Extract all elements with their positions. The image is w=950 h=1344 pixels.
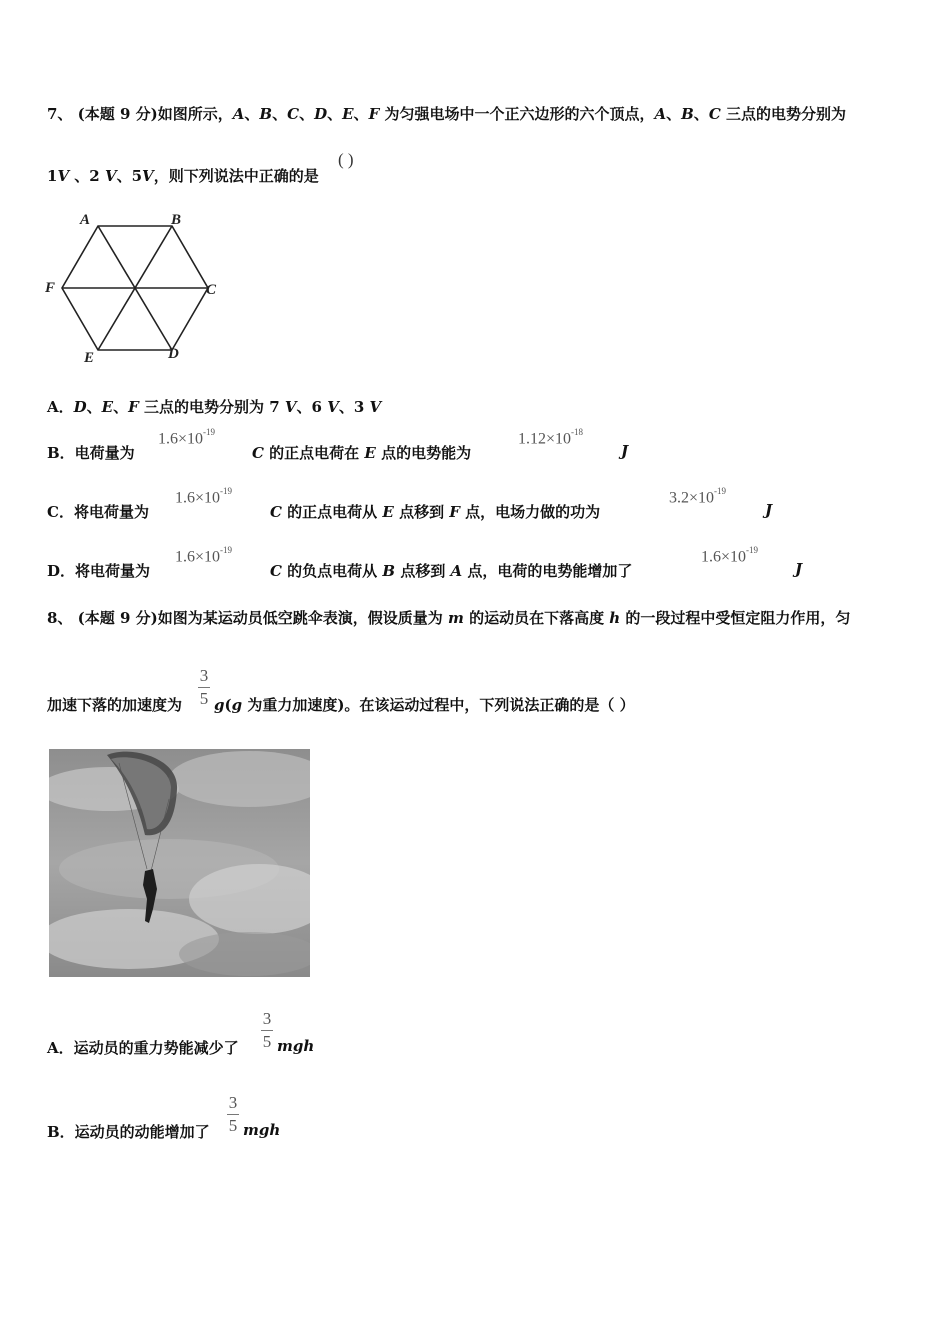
q8-option-b-text: B．运动员的动能增加了	[47, 1123, 210, 1141]
hex-label-C: C	[206, 282, 217, 298]
q7-option-b-text2: C 的正点电荷在 E 点的电势能为	[252, 444, 472, 462]
answer-paren: ( )	[338, 150, 354, 169]
q7-option-c-text2: C 的正点电荷从 E 点移到 F 点，电场力做的功为	[270, 503, 601, 521]
hex-label-D: D	[168, 346, 179, 362]
q7-option-c-text1: C．将电荷量为	[47, 503, 149, 521]
hex-label-A: A	[80, 212, 91, 228]
q8-stem-line1: 8、 (本题 9 分)如图为某运动员低空跳伞表演，假设质量为 m 的运动员在下落高度 h 的一段过程中受恒定阻力作用，匀	[47, 609, 851, 627]
q8-option-b-mgh: mgh	[243, 1121, 281, 1139]
paraglider-photo	[49, 749, 310, 977]
q7-stem-line2: 1V 、2 V、5V，则下列说法中正确的是	[47, 167, 319, 185]
q7-option-c-unit: J	[765, 501, 773, 519]
q7-stem-line1: 7、 (本题 9 分)如图所示，A、B、C、D、E、F 为匀强电场中一个正六边形的六个顶点，A、B、C 三点的电势分别为	[47, 105, 846, 123]
q7-option-d-energy: $1.6\times 10^{-19}$	[701, 545, 759, 566]
q7-option-c-charge: $1.6\times 10^{-19}$	[175, 486, 233, 507]
q7-option-d-charge: $1.6\times 10^{-19}$	[175, 545, 233, 566]
hex-label-F: F	[45, 280, 56, 296]
q8-stem-line2-text2: g(g 为重力加速度)。在该运动过程中，下列说法正确的是（ ）	[214, 696, 635, 714]
q7-option-d-text1: D．将电荷量为	[47, 562, 151, 580]
hex-label-B: B	[171, 212, 182, 228]
q7-option-c-work: $3.2\times 10^{-19}$	[669, 486, 727, 507]
q7-option-b-text1: B．电荷量为	[47, 444, 135, 462]
q8-option-a-text: A．运动员的重力势能减少了	[47, 1039, 239, 1057]
q8-stem-line2-text1: 加速下落的加速度为	[47, 696, 183, 714]
q7-option-b-energy: $1.12\times 10^{-18}$	[518, 427, 584, 448]
q8-option-b-fraction: 3 5	[228, 1093, 238, 1135]
hexagon-diagram	[40, 208, 230, 368]
q7-option-b-charge: $1.6\times 10^{-19}$	[158, 427, 216, 448]
hex-label-E: E	[84, 350, 95, 366]
q7-option-d-unit: J	[795, 560, 803, 578]
q7-option-d-text2: C 的负点电荷从 B 点移到 A 点，电荷的电势能增加了	[270, 562, 633, 580]
q8-option-a-fraction: 3 5	[262, 1009, 272, 1051]
q8-acceleration-fraction: 3 5	[199, 666, 209, 708]
q7-option-b-unit: J	[621, 442, 629, 460]
q7-option-a: A．D、E、F 三点的电势分别为 7 V、6 V、3 V	[47, 398, 382, 416]
q8-option-a-mgh: mgh	[277, 1037, 315, 1055]
